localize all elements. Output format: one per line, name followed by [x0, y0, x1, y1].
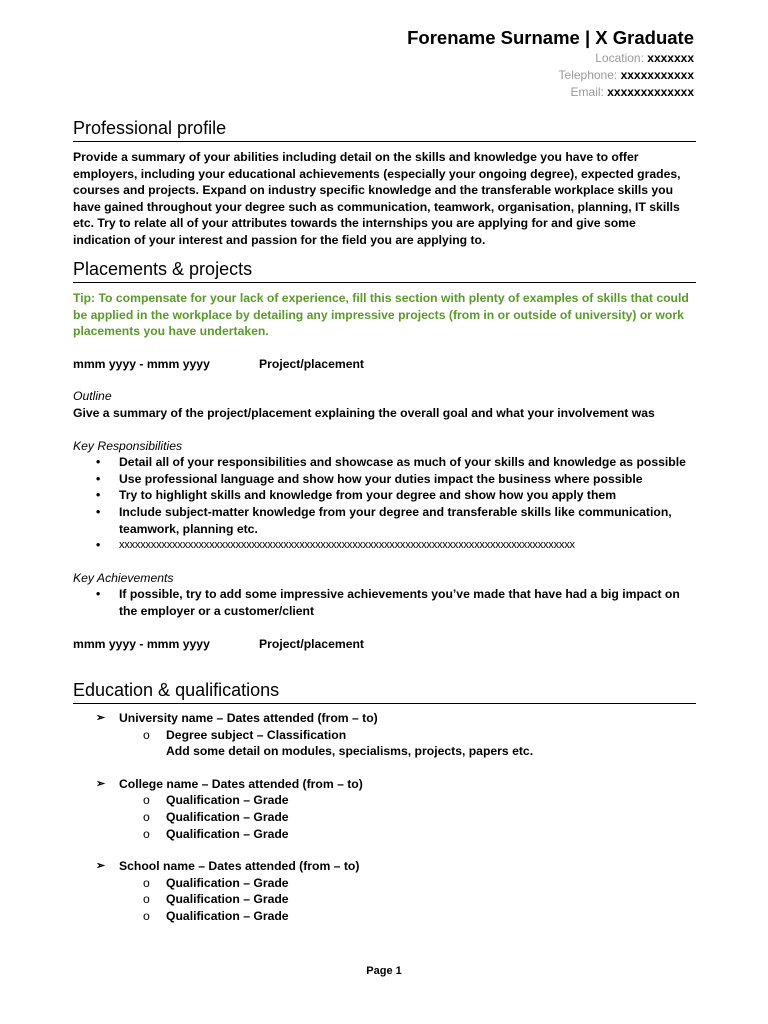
- telephone-line: [407, 67, 694, 84]
- bullet-icon: •: [96, 504, 101, 519]
- location-value: xxxxxxx: [647, 51, 694, 65]
- tip-text: [73, 290, 696, 340]
- achievements-label: Key Achievements: [73, 570, 174, 585]
- circle-bullet-icon: o: [143, 892, 150, 907]
- candidate-name: Forename Surname | X Graduate: [407, 27, 694, 48]
- page-number: Page 1: [366, 965, 402, 977]
- outline-label: Outline: [73, 389, 112, 404]
- college-entry: ➢ College name – Dates attended (from – to): [96, 776, 363, 791]
- list-item: • If possible, try to add some impressive achievements you’ve made that have had a big impact on the employer or a customer/client: [96, 587, 680, 618]
- responsibilities-list: [73, 454, 696, 554]
- achievements-list: [73, 586, 696, 619]
- placement-entry-1: [73, 356, 696, 373]
- bullet-icon: •: [96, 471, 101, 486]
- tip-label: Tip:: [73, 291, 96, 305]
- school-qualification: o Qualification – Grade: [143, 892, 289, 907]
- location-line: [407, 50, 694, 67]
- email-label: Email:: [570, 85, 604, 99]
- list-item: • Detail all of your responsibilities and showcase as much of your skills and knowledge as possible: [96, 455, 686, 470]
- circle-bullet-icon: o: [143, 908, 150, 923]
- telephone-label: Telephone:: [558, 68, 618, 82]
- email-value: xxxxxxxxxxxxx: [607, 85, 694, 99]
- arrow-bullet-icon: ➢: [96, 712, 106, 724]
- entry-1-title: Project/placement: [259, 356, 364, 371]
- arrow-bullet-icon: ➢: [96, 777, 106, 790]
- profile-text: Provide a summary of your abilities including detail on the skills and knowledge you have to offer employers, including your educational achievements (especially your ongoing degree), expected grades, courses and projects. Expand on industry specific knowledge and the transferable workplace skills you have gained throughout your degree such as communication, teamwork, organisation, planning, IT skills etc. Try to relate all of your attributes towards the internships you are applying for and give some indication of your interest and passion for the field you are applying to.: [73, 150, 681, 247]
- list-item: • Try to highlight skills and knowledge from your degree and show how you apply them: [96, 488, 617, 503]
- circle-bullet-icon: o: [143, 875, 150, 890]
- arrow-bullet-icon: ➢: [96, 860, 106, 873]
- university-entry: ➢ University name – Dates attended (from – to): [96, 711, 378, 725]
- bullet-icon: •: [96, 455, 101, 470]
- entry-2-dates: mmm yyyy - mmm yyyy: [73, 636, 210, 651]
- circle-bullet-icon: o: [143, 826, 150, 841]
- responsibilities-label: Key Responsibilities: [73, 438, 183, 453]
- bullet-icon: •: [96, 538, 101, 553]
- degree-item: o Degree subject – Classification: [143, 727, 347, 742]
- placements-section: [73, 257, 696, 652]
- circle-bullet-icon: o: [143, 809, 150, 824]
- list-item: • xxxxxxxxxxxxxxxxxxxxxxxxxxxxxxxxxxxxxxxxxxxxxxxxxxxxxxxxxxxxxxxxxxxxxxxxxxxxxxxxxxxxxx: [96, 538, 575, 553]
- header: [407, 26, 694, 101]
- school-qualification: o Qualification – Grade: [143, 908, 289, 923]
- profile-section: [73, 116, 696, 249]
- email-line: [407, 84, 694, 101]
- college-qualification: o Qualification – Grade: [143, 826, 289, 841]
- entry-1-dates: mmm yyyy - mmm yyyy: [73, 356, 210, 371]
- entry-2-title: Project/placement: [259, 636, 364, 651]
- bullet-icon: •: [96, 587, 101, 602]
- school-qualification: o Qualification – Grade: [143, 875, 289, 890]
- location-label: Location:: [595, 51, 644, 65]
- placement-entry-2: [73, 636, 696, 653]
- college-qualification: o Qualification – Grade: [143, 809, 289, 824]
- degree-detail: Add some detail on modules, specialisms, projects, papers etc.: [166, 744, 534, 759]
- profile-heading: Professional profile: [73, 116, 696, 142]
- list-item: • Use professional language and show how your duties impact the business where possible: [96, 471, 643, 486]
- list-item: • Include subject-matter knowledge from your degree and transferable skills like communication, teamwork, planning etc.: [96, 504, 672, 536]
- college-qualification: o Qualification – Grade: [143, 793, 289, 808]
- telephone-value: xxxxxxxxxxx: [620, 68, 694, 82]
- education-section: [73, 678, 696, 925]
- placements-heading: Placements & projects: [73, 257, 696, 283]
- circle-bullet-icon: o: [143, 727, 150, 742]
- school-entry: ➢ School name – Dates attended (from – to): [96, 859, 360, 874]
- outline-text: Give a summary of the project/placement explaining the overall goal and what your involvement was: [73, 405, 655, 420]
- tip-body: To compensate for your lack of experience, fill this section with plenty of examples of skills that could be applied in the workplace by detailing any impressive projects (from in or outside of university) or work placements you have undertaken.: [73, 291, 689, 339]
- education-heading: Education & qualifications: [73, 678, 696, 704]
- circle-bullet-icon: o: [143, 793, 150, 808]
- bullet-icon: •: [96, 488, 101, 503]
